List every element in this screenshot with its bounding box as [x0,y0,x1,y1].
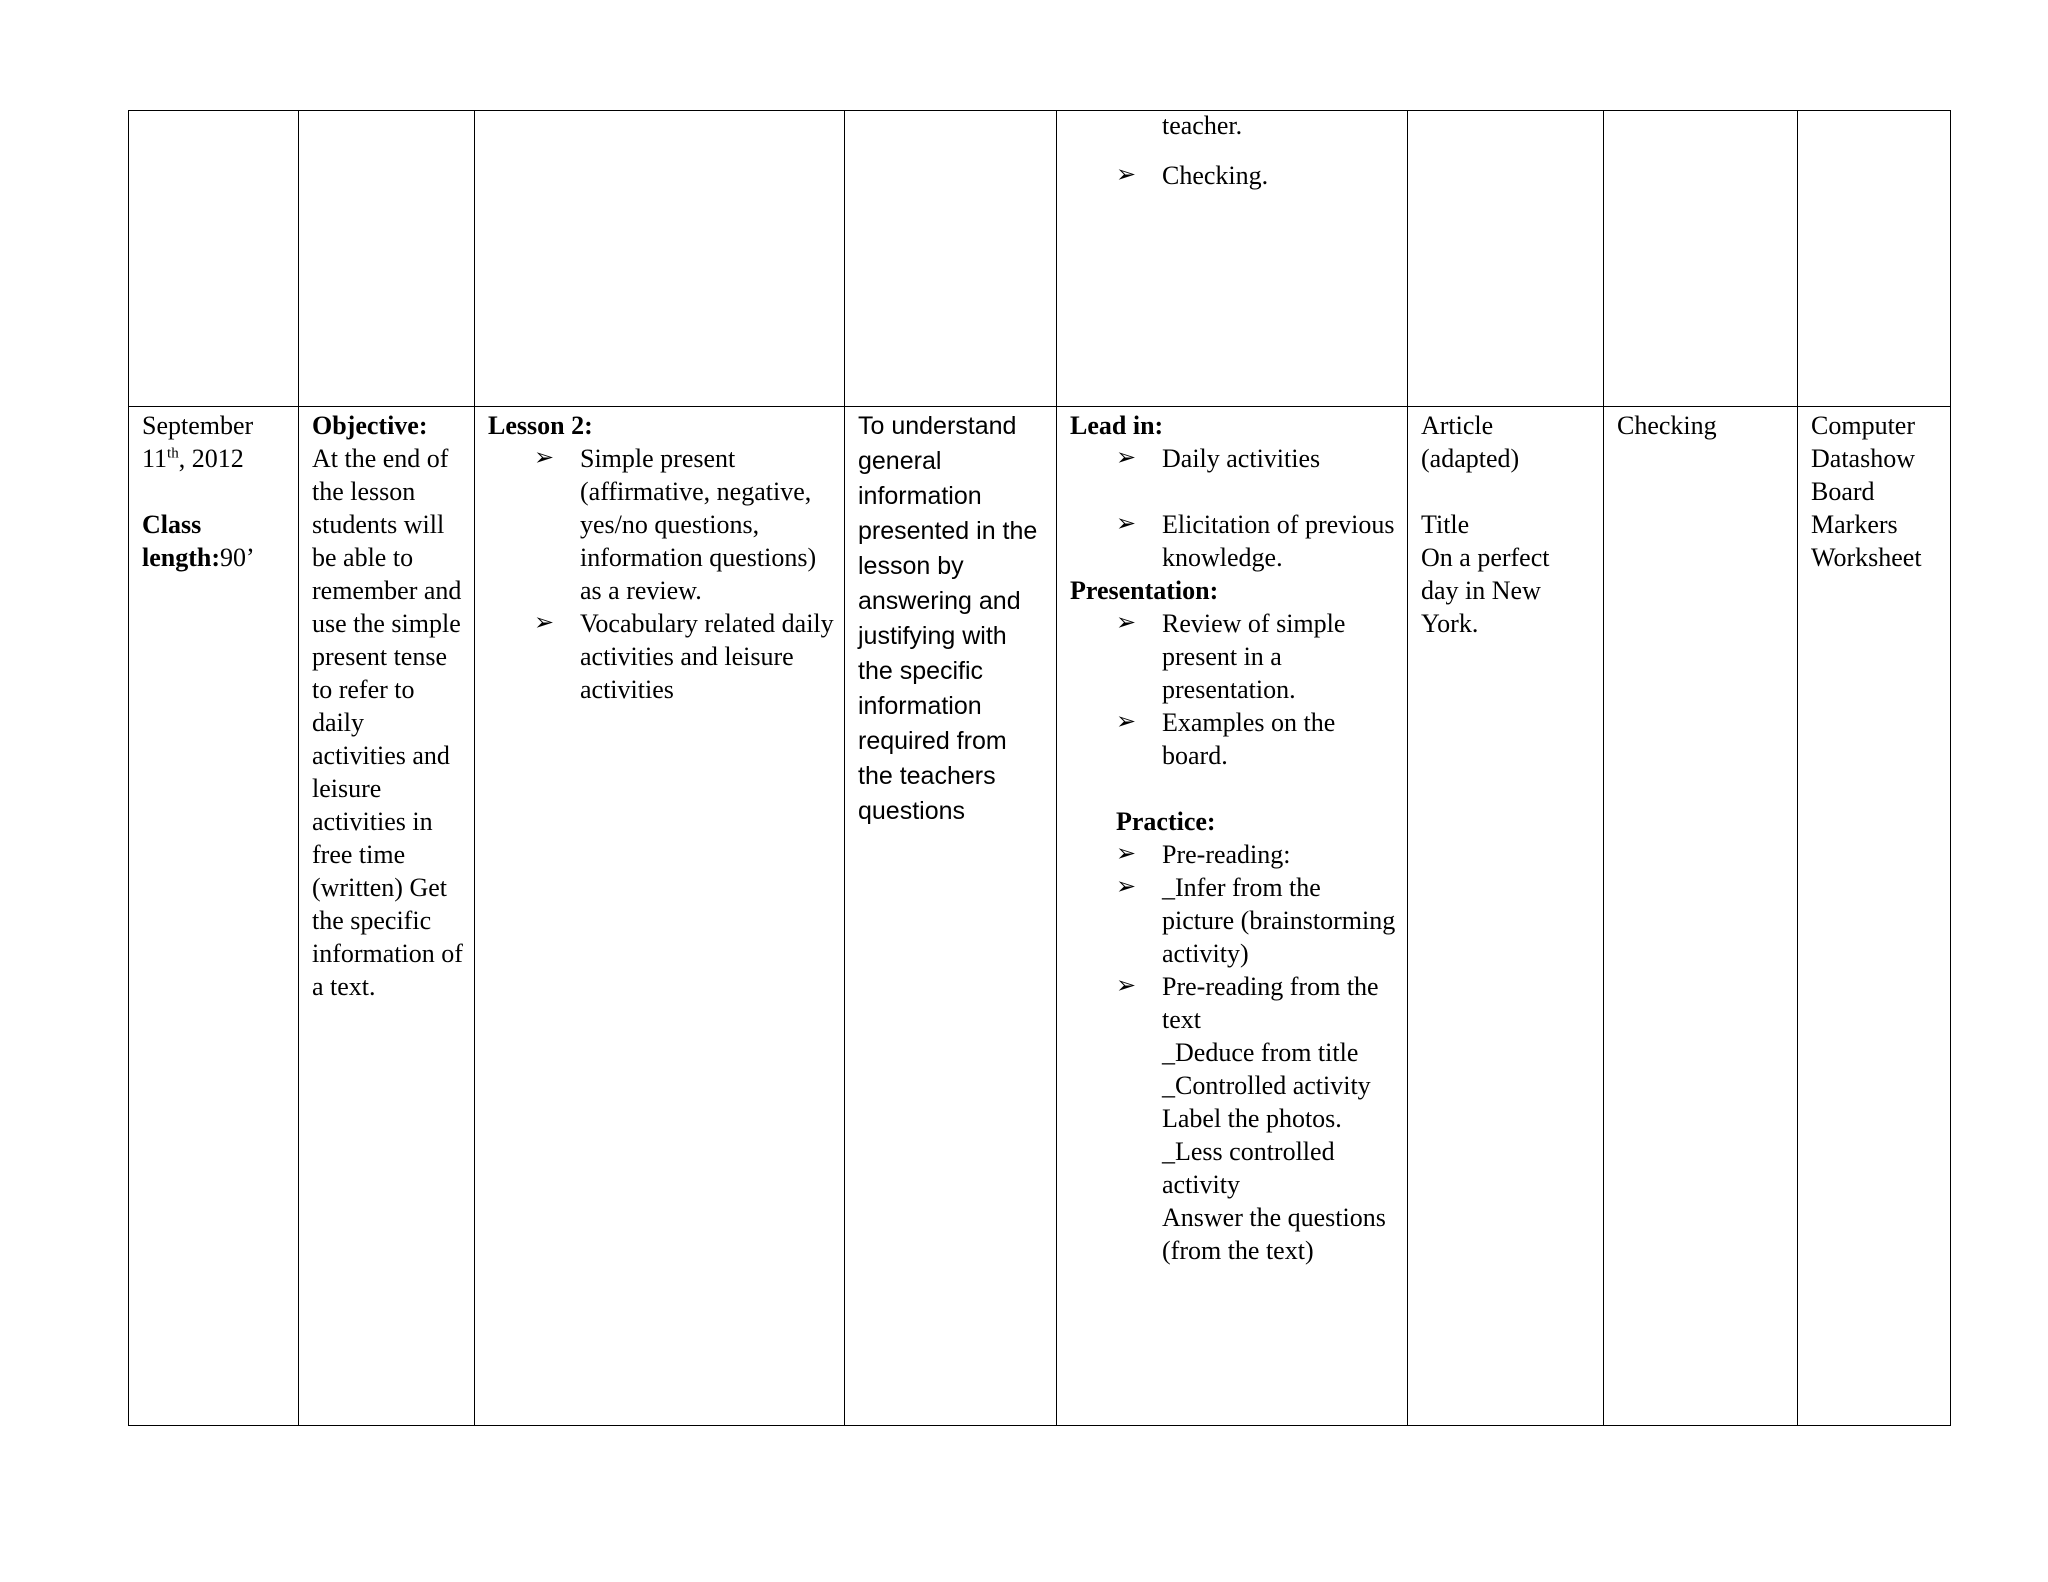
list-item: ➢ Pre-reading: [1116,840,1291,869]
resources-cell [1798,111,1951,407]
lead-in-label: Lead in: [1070,411,1164,440]
arrow-bullet-icon: ➢ [1116,610,1137,636]
presentation-label: Presentation: [1070,576,1219,605]
arrow-bullet-icon: ➢ [1116,511,1137,537]
list-item: ➢ Review of simple present in a presentation. [1116,609,1346,704]
resource-item: Computer [1811,411,1915,440]
list-item: ➢ Vocabulary related daily activities and leisure activities [534,609,834,704]
aim-cell [845,111,1057,407]
evaluation-cell [1604,407,1798,1426]
materials-title-text: On a perfect day in New York. [1421,543,1550,638]
arrow-bullet-icon: ➢ [1116,973,1137,999]
resource-item: Datashow [1811,444,1915,473]
date-cell [129,407,299,1426]
resources-cell [1798,407,1951,1426]
practice-note: _Less controlled activity [1162,1137,1335,1199]
objective-cell [299,111,475,407]
practice-notes [1070,1036,1397,1267]
list-item: ➢ Examples on the board. [1116,708,1336,770]
materials-line: Article [1421,411,1494,440]
objective-label: Objective: [312,411,428,440]
list-item: ➢ Pre-reading from the text [1116,972,1379,1034]
practice-list [1070,838,1397,1036]
procedure-continuation: teacher. [1162,111,1243,140]
class-length-value: 90’ [220,543,255,572]
list-item: ➢ Simple present (affirmative, negative, yes/no questions, information questions) as a review. [534,444,817,605]
class-length-label: Class length: [142,510,220,572]
date-month: September [142,411,254,440]
materials-cell [1408,407,1604,1426]
aim-text: To understand general information presented in the lesson by answering and justifying with the specific information required from the teachers questions [858,412,1038,825]
content-cell [475,111,845,407]
list-item: ➢ Daily activities [1116,444,1321,473]
procedure-cell [1057,407,1408,1426]
content-label: Lesson 2: [488,411,593,440]
materials-line: (adapted) [1421,444,1520,473]
list-item: ➢ Checking. [1116,161,1269,190]
materials-cell [1408,111,1604,407]
lesson-plan-table [128,110,1951,1426]
arrow-bullet-icon: ➢ [1116,841,1137,867]
arrow-bullet-icon: ➢ [1116,709,1137,735]
resource-item: Markers [1811,510,1898,539]
practice-note: _Deduce from title [1162,1038,1359,1067]
list-item: ➢ Elicitation of previous knowledge. [1116,510,1395,572]
practice-note: Label the photos. [1162,1104,1342,1133]
table-row [129,407,1951,1426]
procedure-cell [1057,111,1408,407]
arrow-bullet-icon: ➢ [1116,162,1137,188]
resource-item: Board [1811,477,1875,506]
materials-title-label: Title [1421,510,1470,539]
date-cell [129,111,299,407]
class-length [142,510,255,572]
aim-cell [845,407,1057,1426]
arrow-bullet-icon: ➢ [534,445,555,471]
date-day-year: 11th, 2012 [142,444,244,473]
list-item: ➢ _Infer from the picture (brainstorming activity) [1116,873,1396,968]
table-row [129,111,1951,407]
arrow-bullet-icon: ➢ [1116,445,1137,471]
presentation-list [1070,607,1397,772]
evaluation-cell [1604,111,1798,407]
lead-in-list [1070,442,1397,574]
procedure-list [1070,159,1397,192]
objective-cell [299,407,475,1426]
practice-label: Practice: [1116,807,1216,836]
practice-note: Answer the questions (from the text) [1162,1203,1386,1265]
content-cell [475,407,845,1426]
objective-text: At the end of the lesson students will be able to remember and use the simple present tense to refer to daily activities and leisure activities in free time (written) Get the specific information of a text. [312,444,463,1001]
arrow-bullet-icon: ➢ [534,610,555,636]
resource-item: Worksheet [1811,543,1922,572]
evaluation-text: Checking [1617,411,1717,440]
arrow-bullet-icon: ➢ [1116,874,1137,900]
content-list [488,442,834,706]
practice-note: _Controlled activity [1162,1071,1371,1100]
